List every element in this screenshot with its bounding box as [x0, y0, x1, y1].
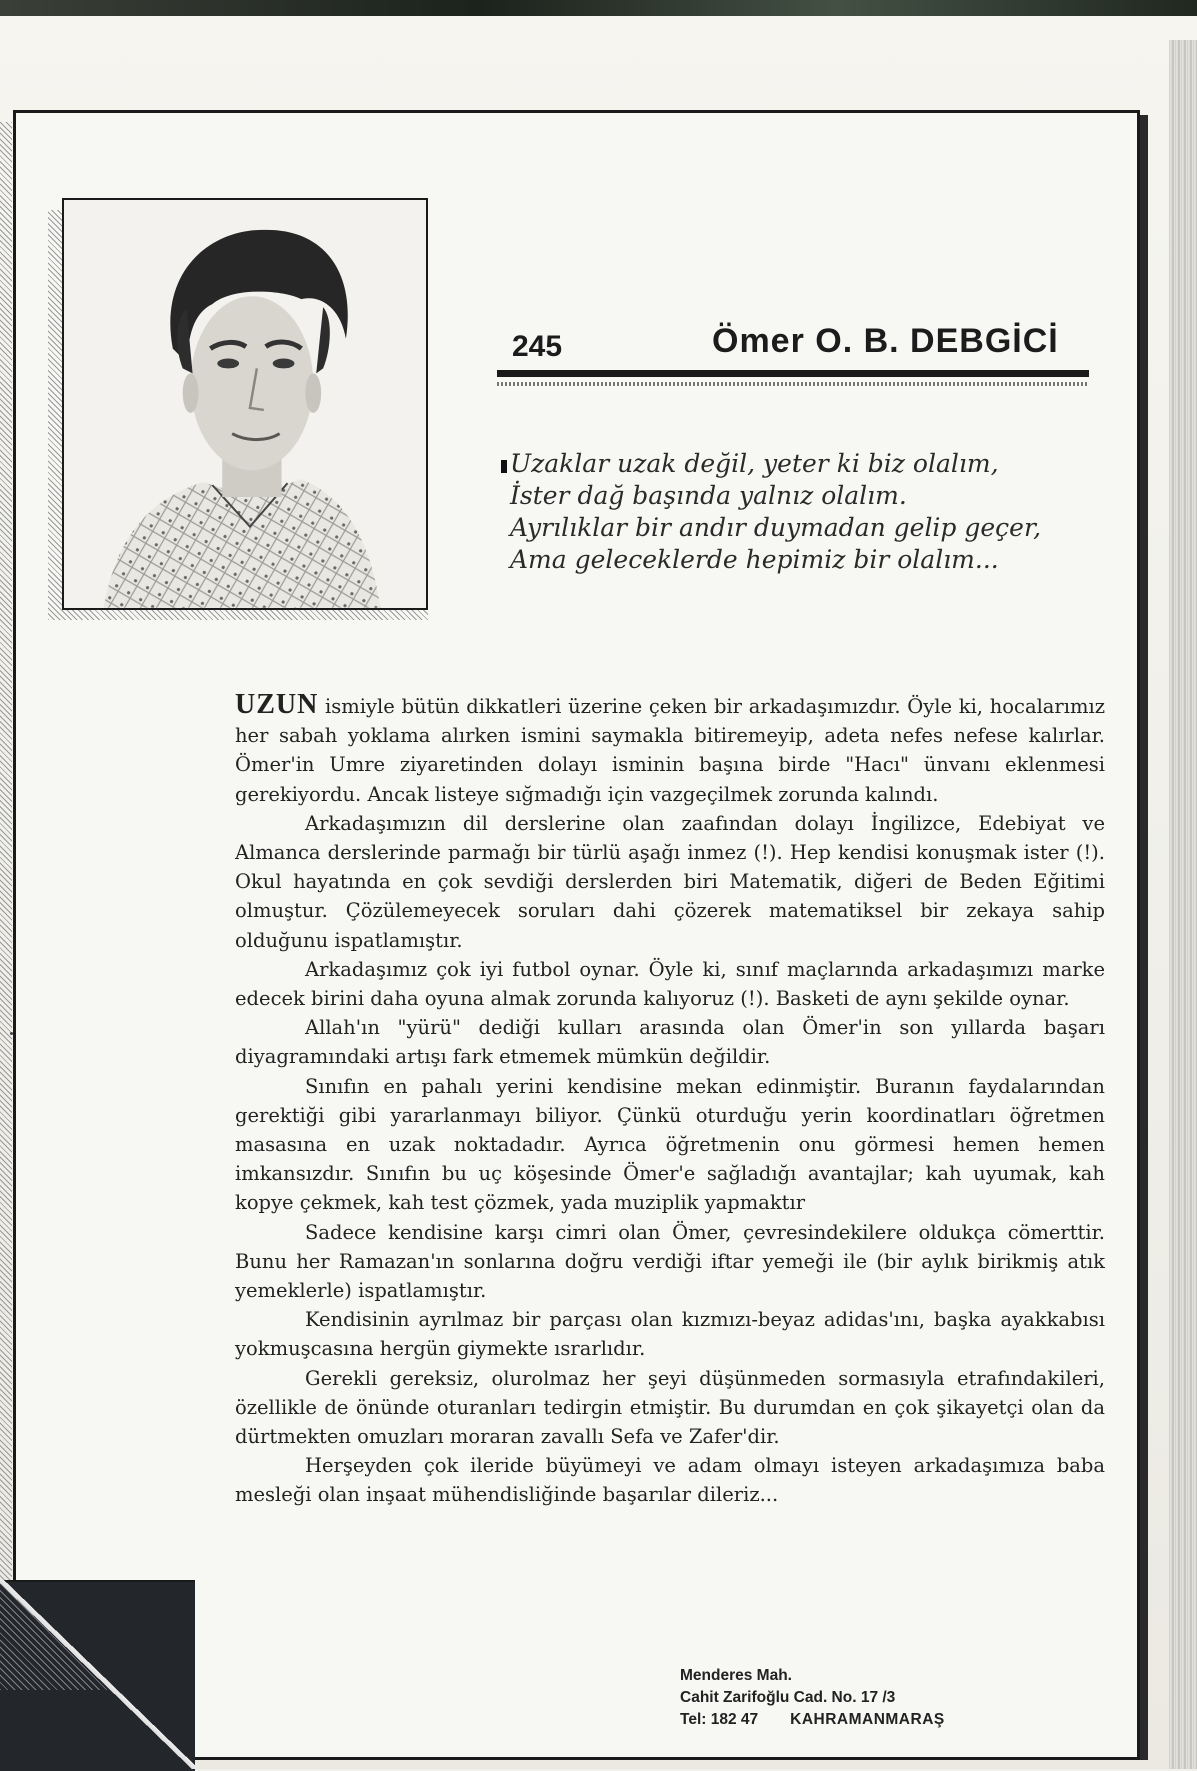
article-paragraph: Sadece kendisine karşı cimri olan Ömer, çevresindekilere oldukça cömerttir. Bunu her Ramazan'ın sonlarına doğru verdiği iftar yemeği ile (bir aylık birikmiş atık yemeklerle) ispatlamıştır. — [235, 1220, 1105, 1303]
article-paragraph: Allah'ın "yürü" dediği kulları arasında olan Ömer'in son yıllarda başarı diyagramındaki artışı fark etmemek mümkün değildir. — [235, 1016, 1105, 1069]
article-paragraph: Arkadaşımız çok iyi futbol oynar. Öyle ki, sınıf maçlarında arkadaşımızı marke edecek birini daha oyuna almak zorunda kalıyoruz (!). Basketi de aynı şekilde oynar. — [235, 957, 1105, 1011]
left-hatch-border — [0, 122, 12, 1582]
header-rule — [497, 370, 1089, 377]
poem — [510, 448, 1110, 576]
poem-line: Uzaklar uzak değil, yeter ki biz olalım, — [510, 449, 999, 478]
portrait-photo — [62, 198, 428, 610]
article-paragraph: Sınıfın en pahalı yerini kendisine mekan edinmiştir. Buranın faydalarından gerektiği gibi yararlanmayı biliyor. Çünkü oturduğu yerin koordinatları öğretmen masasına en uzak noktadadır. Ayrıca öğretmenin onu görmesi hemen hemen imkansızdır. Sınıfın bu uç köşesinde Ömer'e sağladığı avantajlar; kah uyumak, kah kopye çekmek, kah test çözmek, yada muziplik yapmaktır — [235, 1074, 1105, 1215]
address-line: Cahit Zarifoğlu Cad. No. 17 /3 — [680, 1689, 896, 1706]
lead-word: UZUN — [235, 689, 319, 720]
address-line: Menderes Mah. — [680, 1667, 792, 1684]
address-block — [680, 1665, 945, 1731]
article-paragraph: Arkadaşımızın dil derslerine olan zaafından dolayı İngilizce, Edebiyat ve Almanca derslerinde parmağı bir türlü aşağı inmez (!). Hep kendisi konuşmak ister (!). Okul hayatında en çok sevdiği derslerden biri Matematik, diğeri de Beden Eğitimi olmuştur. Çözülemeyecek soruları dahi çözerek matematiksel bir zekaya sahip olduğunu ispatlamıştır. — [235, 811, 1105, 952]
city: KAHRAMANMARAŞ — [790, 1711, 945, 1728]
book-page-edges — [1169, 40, 1197, 1769]
entry-name: Ömer O. B. DEBGİCİ — [712, 322, 1059, 360]
article-paragraph: Gerekli gereksiz, olurolmaz her şeyi düşünmeden sormasıyla etrafındakileri, özellikle de önünde oturanları tedirgin etmiştir. Bu durumdan en çok şikayetçi olan da dürtmekten omuzları moraran zavallı Sefa ve Zafer'dir. — [235, 1366, 1105, 1449]
article-paragraph: Kendisinin ayrılmaz bir parçası olan kızmızı-beyaz adidas'ını, başka ayakkabısı yokmuşcasına hergün giymekte ısrarlıdır. — [235, 1308, 1105, 1361]
address-line — [680, 1709, 945, 1731]
poem-line: Ama geleceklerde hepimiz bir olalım... — [510, 545, 999, 574]
phone: Tel: 182 47 — [680, 1711, 759, 1728]
bullet-icon — [501, 460, 507, 473]
article-paragraph: Herşeyden çok ileride büyümeyi ve adam olmayı isteyen arkadaşımıza baba mesleği olan inşaat mühendisliğinde başarılar dileriz... — [235, 1454, 1105, 1507]
paragraph-text: ismiyle bütün dikkatleri üzerine çeken bir arkadaşımızdır. Öyle ki, hocalarımız her sabah yoklama alırken ismini saymakla bitiremeyip, adeta nefes nefese kalırlar. Ömer'in Umre ziyaretinden dolayı isminin başına birde "Hacı" ünvanı eklenmesi gerekiyordu. Ancak listeye sığmadığı için vazgeçilmek zorunda kalındı. — [235, 695, 1105, 806]
article-paragraph — [235, 690, 1105, 809]
stray-mark — [10, 1032, 13, 1035]
poem-line: İster dağ başında yalnız olalım. — [510, 481, 907, 510]
entry-number: 245 — [512, 330, 563, 363]
portrait-illustration — [64, 200, 426, 608]
article-body — [235, 690, 1105, 1510]
poem-line: Ayrılıklar bir andır duymadan gelip geçer, — [510, 513, 1042, 542]
book-edge-top — [0, 0, 1197, 16]
header-rule-dotted — [497, 382, 1089, 386]
